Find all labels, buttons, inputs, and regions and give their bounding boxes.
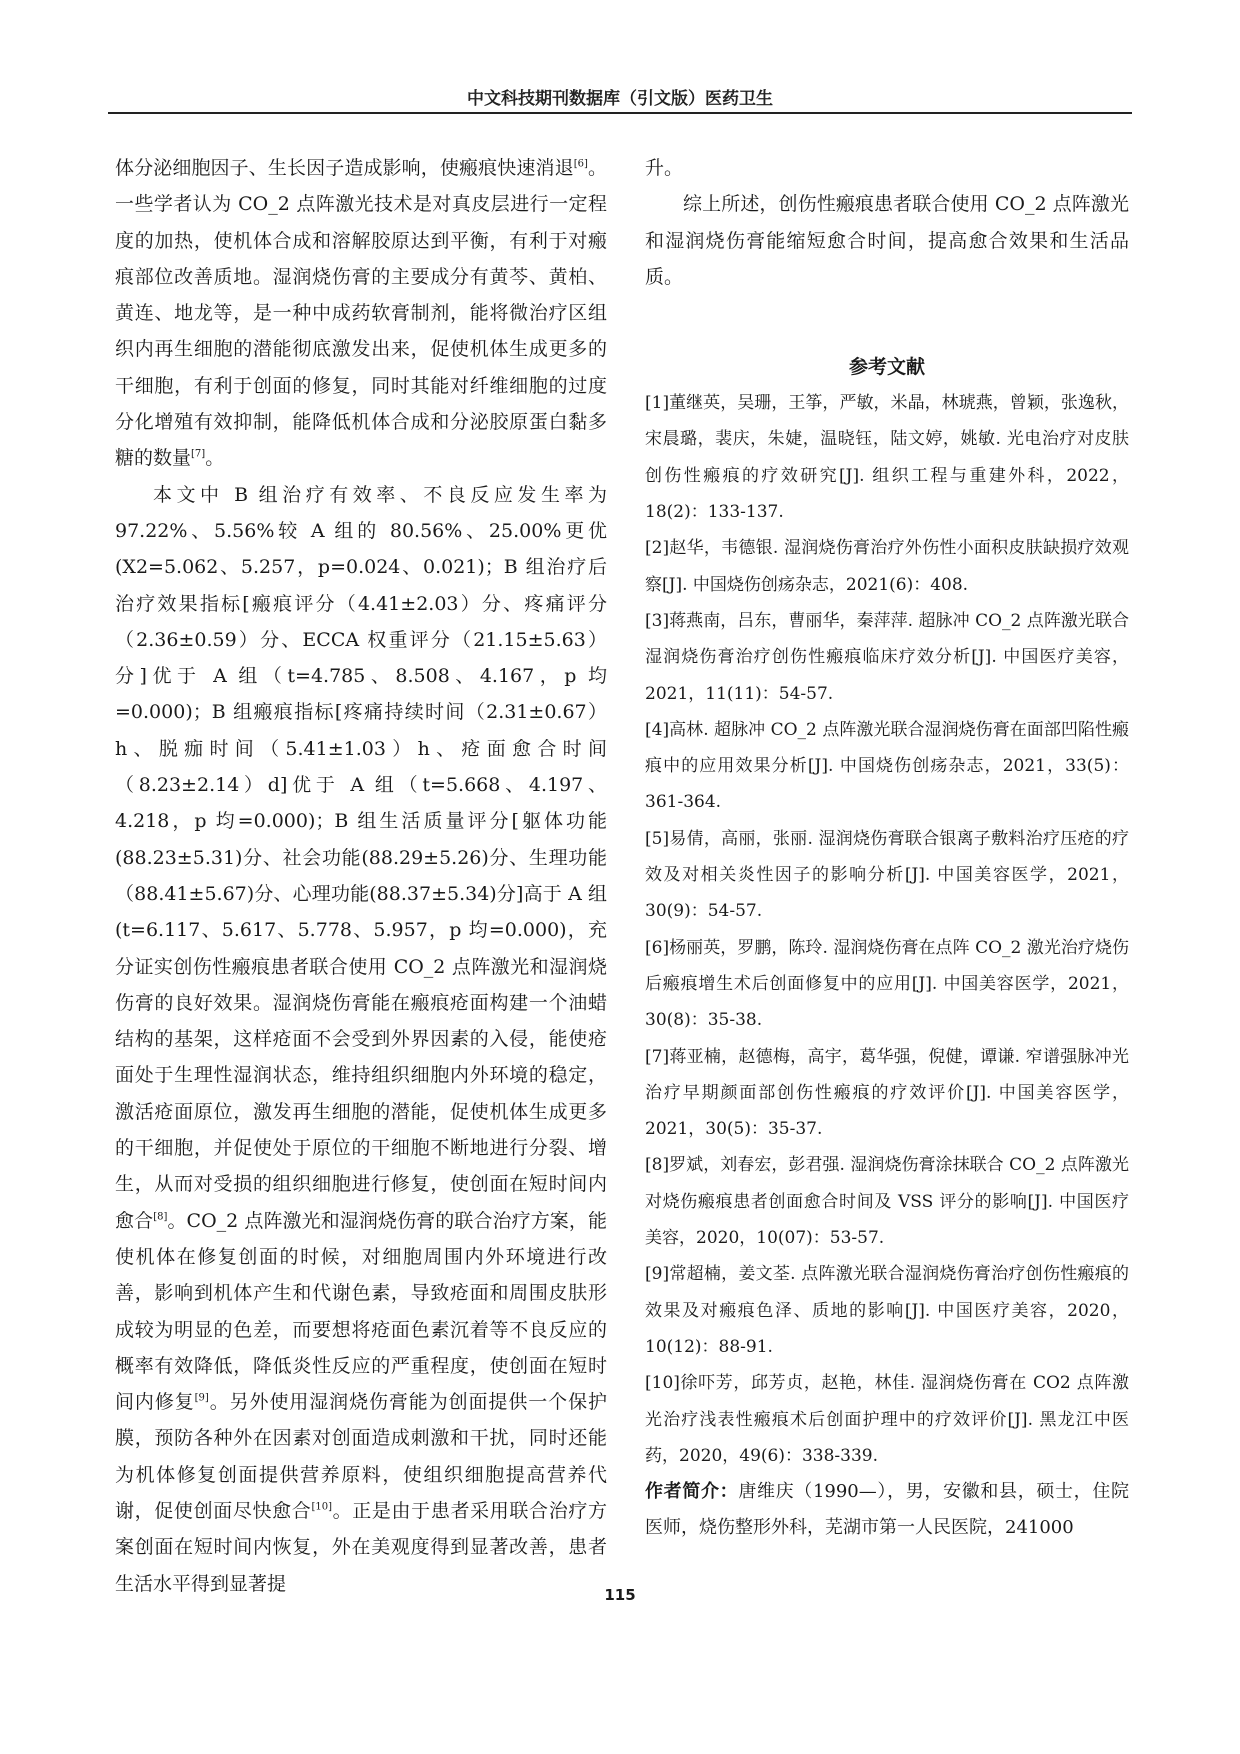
- body-text: 。正是由于患者采用联合治疗方案创面在短时间内恢复，外在美观度得到显著改善，患者生活水平得到显著提: [115, 1499, 607, 1595]
- reference-8: [8]罗斌，刘春宏，彭君强. 湿润烧伤膏涂抹联合 CO_2 点阵激光对烧伤瘢痕患者创面愈合时间及 VSS 评分的影响[J]. 中国医疗美容，2020，10(07)：53-57.: [645, 1155, 1129, 1249]
- header-rule: [108, 112, 1132, 114]
- body-text: 。另外使用湿润烧伤膏能为创面提供一个保护膜，预防各种外在因素对创面造成刺激和干扰，同时还能为机体修复创面提供营养原料，使组织细胞提高营养代谢，促使创面尽快愈合: [115, 1391, 607, 1522]
- author-bio-text: 唐维庆（1990—），男，安徽和县，硕士，住院医师，烧伤整形外科，芜湖市第一人民医院，241000: [645, 1481, 1130, 1539]
- reference-10: [10]徐吓芳，邱芳贞，赵艳，林佳. 湿润烧伤膏在 CO2 点阵激光治疗浅表性瘢痕术后创面护理中的疗效评价[J]. 黑龙江中医药，2020，49(6)：338-339.: [645, 1373, 1129, 1466]
- journal-header: 中文科技期刊数据库（引文版）医药卫生: [467, 89, 773, 109]
- reference-2: [2]赵华，韦德银. 湿润烧伤膏治疗外伤性小面积皮肤缺损疗效观察[J]. 中国烧伤创疡杂志，2021(6)：408.: [645, 538, 1129, 595]
- body-text: 本文中 B 组治疗有效率、不良反应发生率为 97.22%、5.56%较 A 组的 80.56%、25.00%更优(X2=5.062、5.257，p=0.024、0.021)；B 组治疗后治疗效果指标[瘢痕评分（4.41±2.03）分、疼痛评分（2.36±0.59）分、ECCA 权重评分（21.15±5.63）分]优于 A 组（t=4.785、8.508、4.167，p 均=0.000)；B 组瘢痕指标[疼痛持续时间（2.31±0.67）h、脱痂时间（5.41±1.03）h、疮面愈合时间（8.23±2.14）d]优于 A 组（t=5.668、4.197、4.218，p 均=0.000)；B 组生活质量评分[躯体功能(88.23±5.31)分、社会功能(88.29±5.26)分、生理功能（88.41±5.67)分、心理功能(88.37±5.34)分]高于 A 组(t=6.117、5.617、5.778、5.957，p 均=0.000)，充分证实创伤性瘢痕患者联合使用 CO_2 点阵激光和湿润烧伤膏的良好效果。湿润烧伤膏能在瘢痕疮面构建一个油蜡结构的基架，这样疮面不会受到外界因素的入侵，能使疮面处于生理性湿润状态，维持组织细胞内外环境的稳定，激活疮面原位，激发再生细胞的潜能，促使机体生成更多的干细胞，并促使处于原位的干细胞不断地进行分裂、增生，从而对受损的组织细胞进行修复，使创面在短时间内愈合: [115, 483, 607, 1232]
- citation-10: [10]: [311, 1501, 332, 1513]
- citation-6: [6]: [573, 158, 588, 170]
- body-text: 体分泌细胞因子、生长因子造成影响，使瘢痕快速消退: [115, 157, 574, 179]
- continued-text: 升。: [645, 157, 684, 179]
- right-column: [645, 150, 1129, 1546]
- body-paragraph-2: [115, 477, 607, 1602]
- reference-3: [3]蒋燕南，吕东，曹丽华，秦萍萍. 超脉冲 CO_2 点阵激光联合湿润烧伤膏治疗创伤性瘢痕临床疗效分析[J]. 中国医疗美容，2021，11(11)：54-57.: [645, 610, 1129, 704]
- reference-7: [7]蒋亚楠，赵德梅，高宇，葛华强，倪健，谭谦. 窄谱强脉冲光治疗早期颜面部创伤性瘢痕的疗效评价[J]. 中国美容医学，2021，30(5)：35-37.: [645, 1046, 1129, 1140]
- reference-1: [1]董继英，吴珊，王筝，严敏，米晶，林琥燕，曾颖，张逸秋，宋晨璐，裴庆，朱婕，温晓钰，陆文婷，姚敏. 光电治疗对皮肤创伤性瘢痕的疗效研究[J]. 组织工程与重建外科，2022，18(2)：133-137.: [645, 393, 1129, 523]
- reference-5: [5]易倩，高丽，张丽. 湿润烧伤膏联合银离子敷料治疗压疮的疗效及对相关炎性因子的影响分析[J]. 中国美容医学，2021，30(9)：54-57.: [645, 828, 1129, 922]
- body-text: 。CO_2 点阵激光和湿润烧伤膏的联合治疗方案，能使机体在修复创面的时候，对细胞周围内外环境进行改善，影响到机体产生和代谢色素，导致疮面和周围皮肤形成较为明显的色差，而要想将疮面色素沉着等不良反应的概率有效降低，降低炎性反应的严重程度，使创面在短时间内修复: [115, 1209, 607, 1414]
- citation-7: [7]: [191, 449, 206, 461]
- author-bio-label: 作者简介：: [645, 1481, 739, 1503]
- spacer: [645, 295, 1129, 331]
- reference-9: [9]常超楠，姜文荃. 点阵激光联合湿润烧伤膏治疗创伤性瘢痕的效果及对瘢痕色泽、质地的影响[J]. 中国医疗美容，2020，10(12)：88-91.: [645, 1264, 1129, 1357]
- body-text: 。一些学者认为 CO_2 点阵激光技术是对真皮层进行一定程度的加热，使机体合成和溶解胶原达到平衡，有利于对瘢痕部位改善质地。湿润烧伤膏的主要成分有黄芩、黄柏、黄连、地龙等，是一种中成药软膏制剂，能将微治疗区组织内再生细胞的潜能彻底激发出来，促使机体生成更多的干细胞，有利于创面的修复，同时其能对纤维细胞的过度分化增殖有效抑制，能降低机体合成和分泌胶原蛋白黏多糖的数量: [115, 157, 607, 470]
- page-number: 115: [604, 1586, 636, 1604]
- left-column: [115, 150, 607, 1602]
- reference-4: [4]高林. 超脉冲 CO_2 点阵激光联合湿润烧伤膏在面部凹陷性瘢痕中的应用效果分析[J]. 中国烧伤创疡杂志，2021，33(5)：361-364.: [645, 719, 1129, 813]
- body-text: 。: [205, 447, 225, 470]
- references-heading: 参考文献: [848, 356, 925, 379]
- citation-8: [8]: [153, 1211, 168, 1223]
- body-paragraph-1: [115, 150, 607, 477]
- conclusion-paragraph: 综上所述，创伤性瘢痕患者联合使用 CO_2 点阵激光和湿润烧伤膏能缩短愈合时间，提高愈合效果和生活品质。: [645, 193, 1129, 288]
- author-bio: [645, 1474, 1129, 1546]
- citation-9: [9]: [194, 1392, 209, 1404]
- reference-6: [6]杨丽英，罗鹏，陈玲. 湿润烧伤膏在点阵 CO_2 激光治疗烧伤后瘢痕增生术后创面修复中的应用[J]. 中国美容医学，2021，30(8)：35-38.: [645, 937, 1129, 1031]
